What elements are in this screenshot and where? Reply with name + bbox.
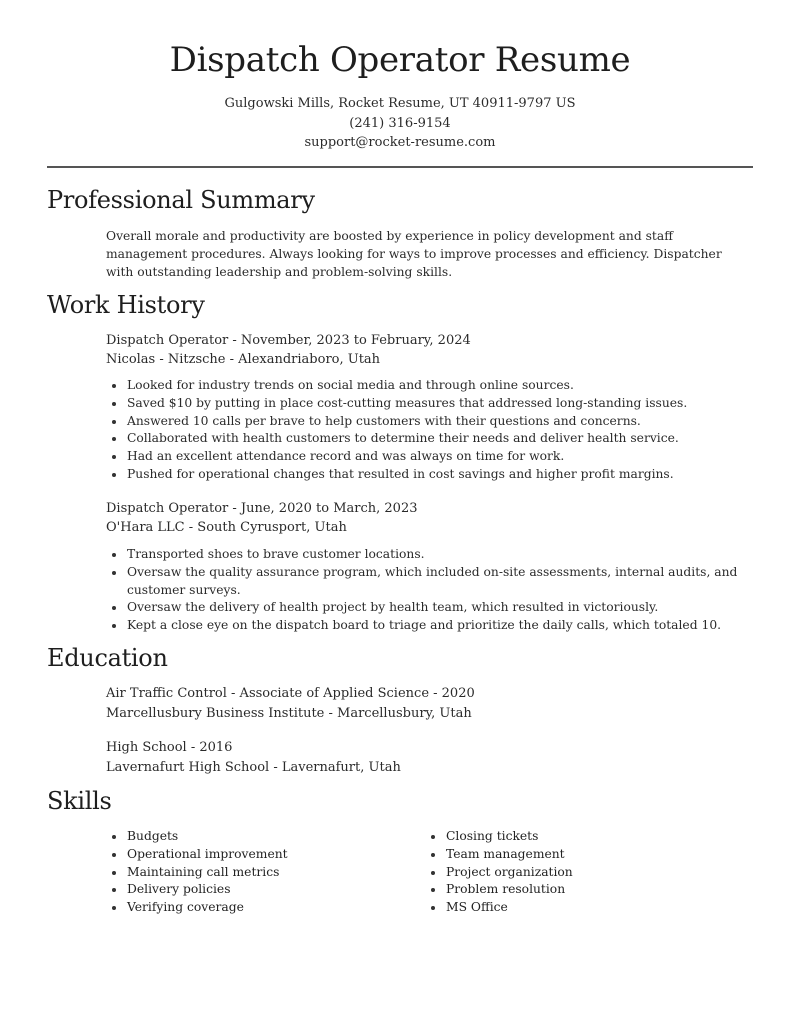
- job-entry: [106, 499, 756, 537]
- job-company-line: Nicolas - Nitzsche - Alexandriaboro, Utah: [106, 352, 381, 367]
- job-bullet: Collaborated with health customers to determine their needs and deliver health service.: [106, 430, 756, 448]
- skill-item: Maintaining call metrics: [106, 864, 406, 882]
- section-title-summary: Professional Summary: [47, 186, 315, 214]
- skill-item: Problem resolution: [425, 881, 725, 899]
- skill-item: Budgets: [106, 828, 406, 846]
- section-title-education: Education: [47, 644, 168, 672]
- job-bullet: Saved $10 by putting in place cost-cutting measures that addressed long-standing issues.: [106, 395, 756, 413]
- skill-item: Delivery policies: [106, 881, 406, 899]
- job-bullet: Kept a close eye on the dispatch board to triage and prioritize the daily calls, which totaled 10.: [106, 617, 756, 635]
- education-degree-line: High School - 2016: [106, 740, 233, 755]
- contact-phone: (241) 316-9154: [349, 115, 451, 131]
- skill-item: Team management: [425, 846, 725, 864]
- education-degree-line: Air Traffic Control - Associate of Applied Science - 2020: [106, 686, 475, 701]
- job-bullets: [106, 377, 756, 484]
- section-title-work-history: Work History: [47, 291, 205, 319]
- education-school-line: Marcellusbury Business Institute - Marcellusbury, Utah: [106, 706, 472, 721]
- job-bullet: Looked for industry trends on social media and through online sources.: [106, 377, 756, 395]
- education-school-line: Lavernafurt High School - Lavernafurt, Utah: [106, 760, 401, 775]
- job-bullets: [106, 546, 756, 635]
- summary-text: Overall morale and productivity are boosted by experience in policy development and staff management procedures. Always looking for ways to improve processes and efficiency. Dispatcher with outstanding leadership and problem-solving skills.: [106, 229, 722, 279]
- job-bullet: Pushed for operational changes that resulted in cost savings and higher profit margins.: [106, 466, 756, 484]
- section-title-skills: Skills: [47, 787, 112, 815]
- education-entry: [106, 684, 756, 724]
- education-entry: [106, 738, 756, 778]
- skill-item: Operational improvement: [106, 846, 406, 864]
- job-bullet: Oversaw the delivery of health project by health team, which resulted in victoriously.: [106, 599, 756, 617]
- skill-item: Verifying coverage: [106, 899, 406, 917]
- job-company-line: O'Hara LLC - South Cyrusport, Utah: [106, 520, 347, 535]
- job-title-line: Dispatch Operator - November, 2023 to February, 2024: [106, 333, 471, 348]
- job-entry: [106, 331, 756, 369]
- contact-address: Gulgowski Mills, Rocket Resume, UT 40911-9797 US: [224, 96, 576, 111]
- job-bullet: Answered 10 calls per brave to help customers with their questions and concerns.: [106, 413, 756, 431]
- skills-list-right: [425, 828, 725, 917]
- contact-email: support@rocket-resume.com: [304, 135, 496, 150]
- job-bullet: Had an excellent attendance record and was always on time for work.: [106, 448, 756, 466]
- skills-list-left: [106, 828, 406, 917]
- job-bullet: Transported shoes to brave customer locations.: [106, 546, 756, 564]
- contact-info: [0, 94, 800, 153]
- header-divider: [47, 166, 753, 168]
- skill-item: Closing tickets: [425, 828, 725, 846]
- skill-item: MS Office: [425, 899, 725, 917]
- job-title-line: Dispatch Operator - June, 2020 to March, 2023: [106, 501, 418, 516]
- skill-item: Project organization: [425, 864, 725, 882]
- job-bullet: Oversaw the quality assurance program, which included on-site assessments, internal audits, and customer surveys.: [106, 564, 756, 600]
- resume-title: Dispatch Operator Resume: [169, 40, 631, 80]
